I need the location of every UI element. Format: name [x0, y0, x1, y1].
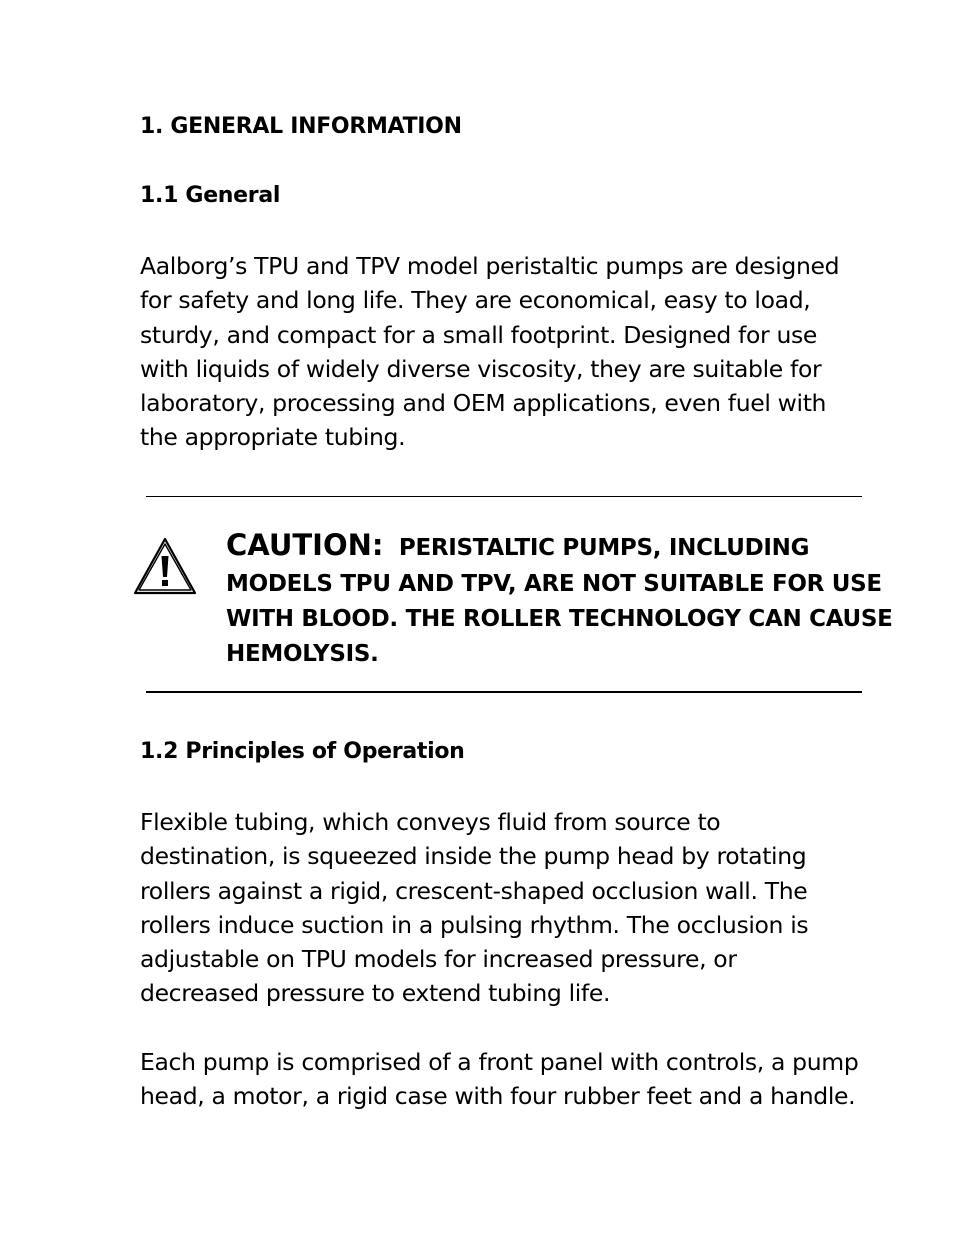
paragraph-line: Each pump is comprised of a front panel with controls, a pump: [140, 1048, 859, 1076]
paragraph-line: for safety and long life. They are economical, easy to load,: [140, 286, 811, 315]
subsection-heading-general: 1.1 General: [140, 183, 281, 208]
paragraph-line: Flexible tubing, which conveys fluid from source to: [140, 808, 721, 836]
paragraph-line: sturdy, and compact for a small footprint. Designed for use: [140, 320, 817, 349]
caution-notice: [226, 526, 916, 672]
warning-triangle-icon: [133, 537, 197, 595]
paragraph-line: rollers against a rigid, crescent-shaped occlusion wall. The: [140, 876, 808, 905]
general-paragraph: [140, 249, 900, 455]
section-heading-general-information: 1. GENERAL INFORMATION: [140, 114, 462, 139]
subsection-heading-principles-of-operation: 1.2 Principles of Operation: [140, 739, 465, 764]
paragraph-line: Aalborg’s TPU and TPV model peristaltic pumps are designed: [140, 252, 840, 280]
paragraph-line: adjustable on TPU models for increased pressure, or: [140, 945, 737, 974]
caution-bottom-divider: [146, 691, 862, 693]
paragraph-line: laboratory, processing and OEM applications, even fuel with: [140, 389, 827, 418]
principles-paragraph-1: [140, 805, 900, 1011]
paragraph-line: head, a motor, a rigid case with four rubber feet and a handle.: [140, 1082, 856, 1111]
paragraph-line: decreased pressure to extend tubing life.: [140, 979, 611, 1008]
caution-line: HEMOLYSIS.: [226, 641, 379, 667]
caution-line: MODELS TPU AND TPV, ARE NOT SUITABLE FOR USE: [226, 571, 882, 597]
caution-line: WITH BLOOD. THE ROLLER TECHNOLOGY CAN CAUSE: [226, 606, 893, 632]
paragraph-line: destination, is squeezed inside the pump head by rotating: [140, 842, 807, 871]
caution-label: CAUTION:: [226, 528, 384, 562]
principles-paragraph-2: [140, 1045, 900, 1114]
paragraph-line: rollers induce suction in a pulsing rhythm. The occlusion is: [140, 910, 809, 939]
paragraph-line: the appropriate tubing.: [140, 423, 406, 452]
caution-line: PERISTALTIC PUMPS, INCLUDING: [398, 535, 810, 561]
paragraph-line: with liquids of widely diverse viscosity, they are suitable for: [140, 354, 822, 383]
caution-top-divider: [146, 496, 862, 497]
